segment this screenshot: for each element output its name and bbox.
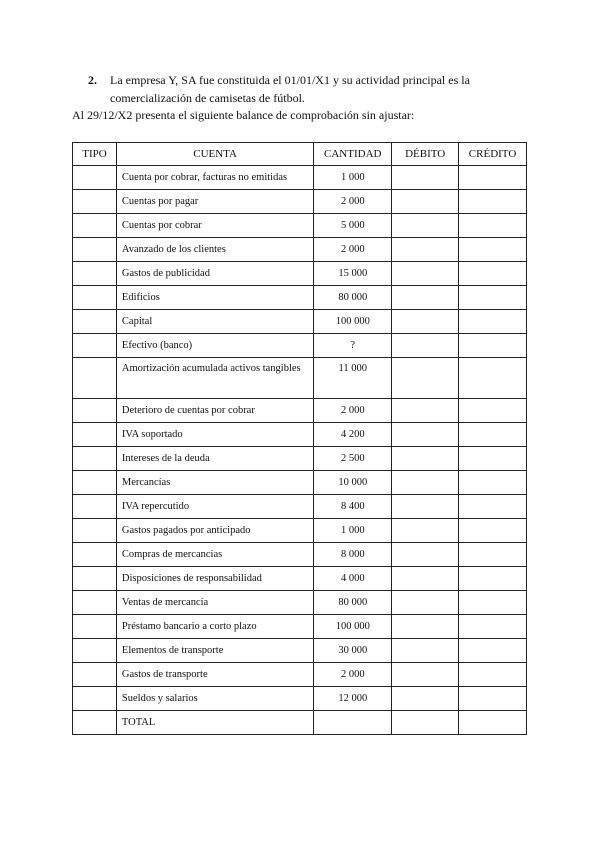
cuenta-cell: Sueldos y salarios [116, 687, 313, 711]
cantidad-cell: 30 000 [314, 639, 392, 663]
total-debito-cell [392, 711, 459, 735]
cuenta-cell: Préstamo bancario a corto plazo [116, 615, 313, 639]
tipo-cell [73, 214, 117, 238]
credito-cell [459, 615, 527, 639]
table-row [73, 663, 527, 687]
tipo-cell [73, 615, 117, 639]
cuenta-cell: Disposiciones de responsabilidad [116, 567, 313, 591]
cuenta-cell: Gastos de publicidad [116, 262, 313, 286]
table-row [73, 615, 527, 639]
tipo-cell [73, 447, 117, 471]
table-row [73, 310, 527, 334]
cuenta-cell: IVA soportado [116, 423, 313, 447]
credito-cell [459, 543, 527, 567]
cuenta-cell: Capital [116, 310, 313, 334]
debito-cell [392, 190, 459, 214]
debito-cell [392, 423, 459, 447]
cantidad-cell: 8 000 [314, 543, 392, 567]
debito-cell [392, 358, 459, 399]
total-label: TOTAL [116, 711, 313, 735]
tipo-cell [73, 495, 117, 519]
cuenta-cell: Gastos pagados por anticipado [116, 519, 313, 543]
debito-cell [392, 471, 459, 495]
debito-cell [392, 567, 459, 591]
table-row [73, 543, 527, 567]
cuenta-cell: Elementos de transporte [116, 639, 313, 663]
tipo-cell [73, 166, 117, 190]
credito-cell [459, 471, 527, 495]
table-row [73, 447, 527, 471]
credito-cell [459, 399, 527, 423]
cuenta-cell: Gastos de transporte [116, 663, 313, 687]
debito-cell [392, 591, 459, 615]
table-row [73, 334, 527, 358]
debito-cell [392, 495, 459, 519]
tipo-cell [73, 358, 117, 399]
table-row [73, 639, 527, 663]
tipo-cell [73, 190, 117, 214]
table-row [73, 399, 527, 423]
table-row [73, 214, 527, 238]
cantidad-cell: 100 000 [314, 615, 392, 639]
cuenta-cell: Avanzado de los clientes [116, 238, 313, 262]
cantidad-cell: 15 000 [314, 262, 392, 286]
tipo-cell [73, 567, 117, 591]
credito-cell [459, 190, 527, 214]
table-intro-text: Al 29/12/X2 presenta el siguiente balance de comprobación sin ajustar: [72, 108, 415, 122]
tipo-cell [73, 591, 117, 615]
table-row [73, 262, 527, 286]
cuenta-cell: Ventas de mercancía [116, 591, 313, 615]
cuenta-cell: Intereses de la deuda [116, 447, 313, 471]
exercise-text-line-2: comercialización de camisetas de fútbol. [110, 91, 305, 105]
debito-cell [392, 334, 459, 358]
credito-cell [459, 519, 527, 543]
debito-cell [392, 214, 459, 238]
credito-cell [459, 286, 527, 310]
header-credito: CRÉDITO [459, 143, 527, 166]
cantidad-cell: 8 400 [314, 495, 392, 519]
table-row [73, 358, 527, 399]
tipo-cell [73, 262, 117, 286]
debito-cell [392, 519, 459, 543]
credito-cell [459, 423, 527, 447]
table-row [73, 238, 527, 262]
debito-cell [392, 663, 459, 687]
table-header-row [73, 143, 527, 166]
cuenta-cell: Amortización acumulada activos tangibles [116, 358, 313, 399]
cantidad-cell: 1 000 [314, 166, 392, 190]
tipo-cell [73, 639, 117, 663]
tipo-cell [73, 471, 117, 495]
cuenta-cell: Efectivo (banco) [116, 334, 313, 358]
credito-cell [459, 663, 527, 687]
cantidad-cell: 100 000 [314, 310, 392, 334]
tipo-cell [73, 711, 117, 735]
tipo-cell [73, 519, 117, 543]
cuenta-cell: IVA repercutido [116, 495, 313, 519]
table-row [73, 495, 527, 519]
cuenta-cell: Deterioro de cuentas por cobrar [116, 399, 313, 423]
credito-cell [459, 334, 527, 358]
debito-cell [392, 238, 459, 262]
credito-cell [459, 310, 527, 334]
cantidad-cell: 10 000 [314, 471, 392, 495]
credito-cell [459, 262, 527, 286]
cantidad-cell: 1 000 [314, 519, 392, 543]
credito-cell [459, 687, 527, 711]
cantidad-cell: 11 000 [314, 358, 392, 399]
cantidad-cell: 80 000 [314, 591, 392, 615]
debito-cell [392, 286, 459, 310]
debito-cell [392, 687, 459, 711]
header-debito: DÉBITO [392, 143, 459, 166]
cantidad-cell: 5 000 [314, 214, 392, 238]
header-cuenta: CUENTA [116, 143, 313, 166]
cantidad-cell: 4 200 [314, 423, 392, 447]
debito-cell [392, 543, 459, 567]
cantidad-cell: 4 000 [314, 567, 392, 591]
table-row [73, 166, 527, 190]
tipo-cell [73, 543, 117, 567]
credito-cell [459, 639, 527, 663]
tipo-cell [73, 238, 117, 262]
exercise-number: 2. [88, 73, 97, 87]
table-body [73, 166, 527, 711]
credito-cell [459, 567, 527, 591]
cantidad-cell: 2 000 [314, 190, 392, 214]
cantidad-cell: 2 500 [314, 447, 392, 471]
header-tipo: TIPO [73, 143, 117, 166]
debito-cell [392, 399, 459, 423]
table-row [73, 286, 527, 310]
credito-cell [459, 495, 527, 519]
tipo-cell [73, 334, 117, 358]
cuenta-cell: Cuentas por pagar [116, 190, 313, 214]
cantidad-cell: 2 000 [314, 399, 392, 423]
credito-cell [459, 591, 527, 615]
cuenta-cell: Mercancías [116, 471, 313, 495]
debito-cell [392, 310, 459, 334]
table-row [73, 423, 527, 447]
cuenta-cell: Cuenta por cobrar, facturas no emitidas [116, 166, 313, 190]
credito-cell [459, 358, 527, 399]
debito-cell [392, 447, 459, 471]
cantidad-cell: 2 000 [314, 663, 392, 687]
table-row [73, 190, 527, 214]
tipo-cell [73, 286, 117, 310]
cantidad-cell: 12 000 [314, 687, 392, 711]
header-cantidad: CANTIDAD [314, 143, 392, 166]
credito-cell [459, 166, 527, 190]
tipo-cell [73, 423, 117, 447]
cantidad-cell: 2 000 [314, 238, 392, 262]
tipo-cell [73, 399, 117, 423]
debito-cell [392, 166, 459, 190]
cantidad-cell: ? [314, 334, 392, 358]
cuenta-cell: Cuentas por cobrar [116, 214, 313, 238]
total-credito-cell [459, 711, 527, 735]
debito-cell [392, 639, 459, 663]
table-row [73, 591, 527, 615]
exercise-text-line-1: La empresa Y, SA fue constituida el 01/01/X1 y su actividad principal es la [110, 73, 470, 87]
tipo-cell [73, 310, 117, 334]
total-row [73, 711, 527, 735]
debito-cell [392, 615, 459, 639]
cantidad-cell: 80 000 [314, 286, 392, 310]
table-row [73, 687, 527, 711]
total-cantidad-cell [314, 711, 392, 735]
tipo-cell [73, 687, 117, 711]
cuenta-cell: Edificios [116, 286, 313, 310]
credito-cell [459, 447, 527, 471]
tipo-cell [73, 663, 117, 687]
trial-balance-table [72, 142, 527, 735]
credito-cell [459, 214, 527, 238]
table-row [73, 471, 527, 495]
credito-cell [459, 238, 527, 262]
cuenta-cell: Compras de mercancías [116, 543, 313, 567]
table-row [73, 567, 527, 591]
table-row [73, 519, 527, 543]
debito-cell [392, 262, 459, 286]
